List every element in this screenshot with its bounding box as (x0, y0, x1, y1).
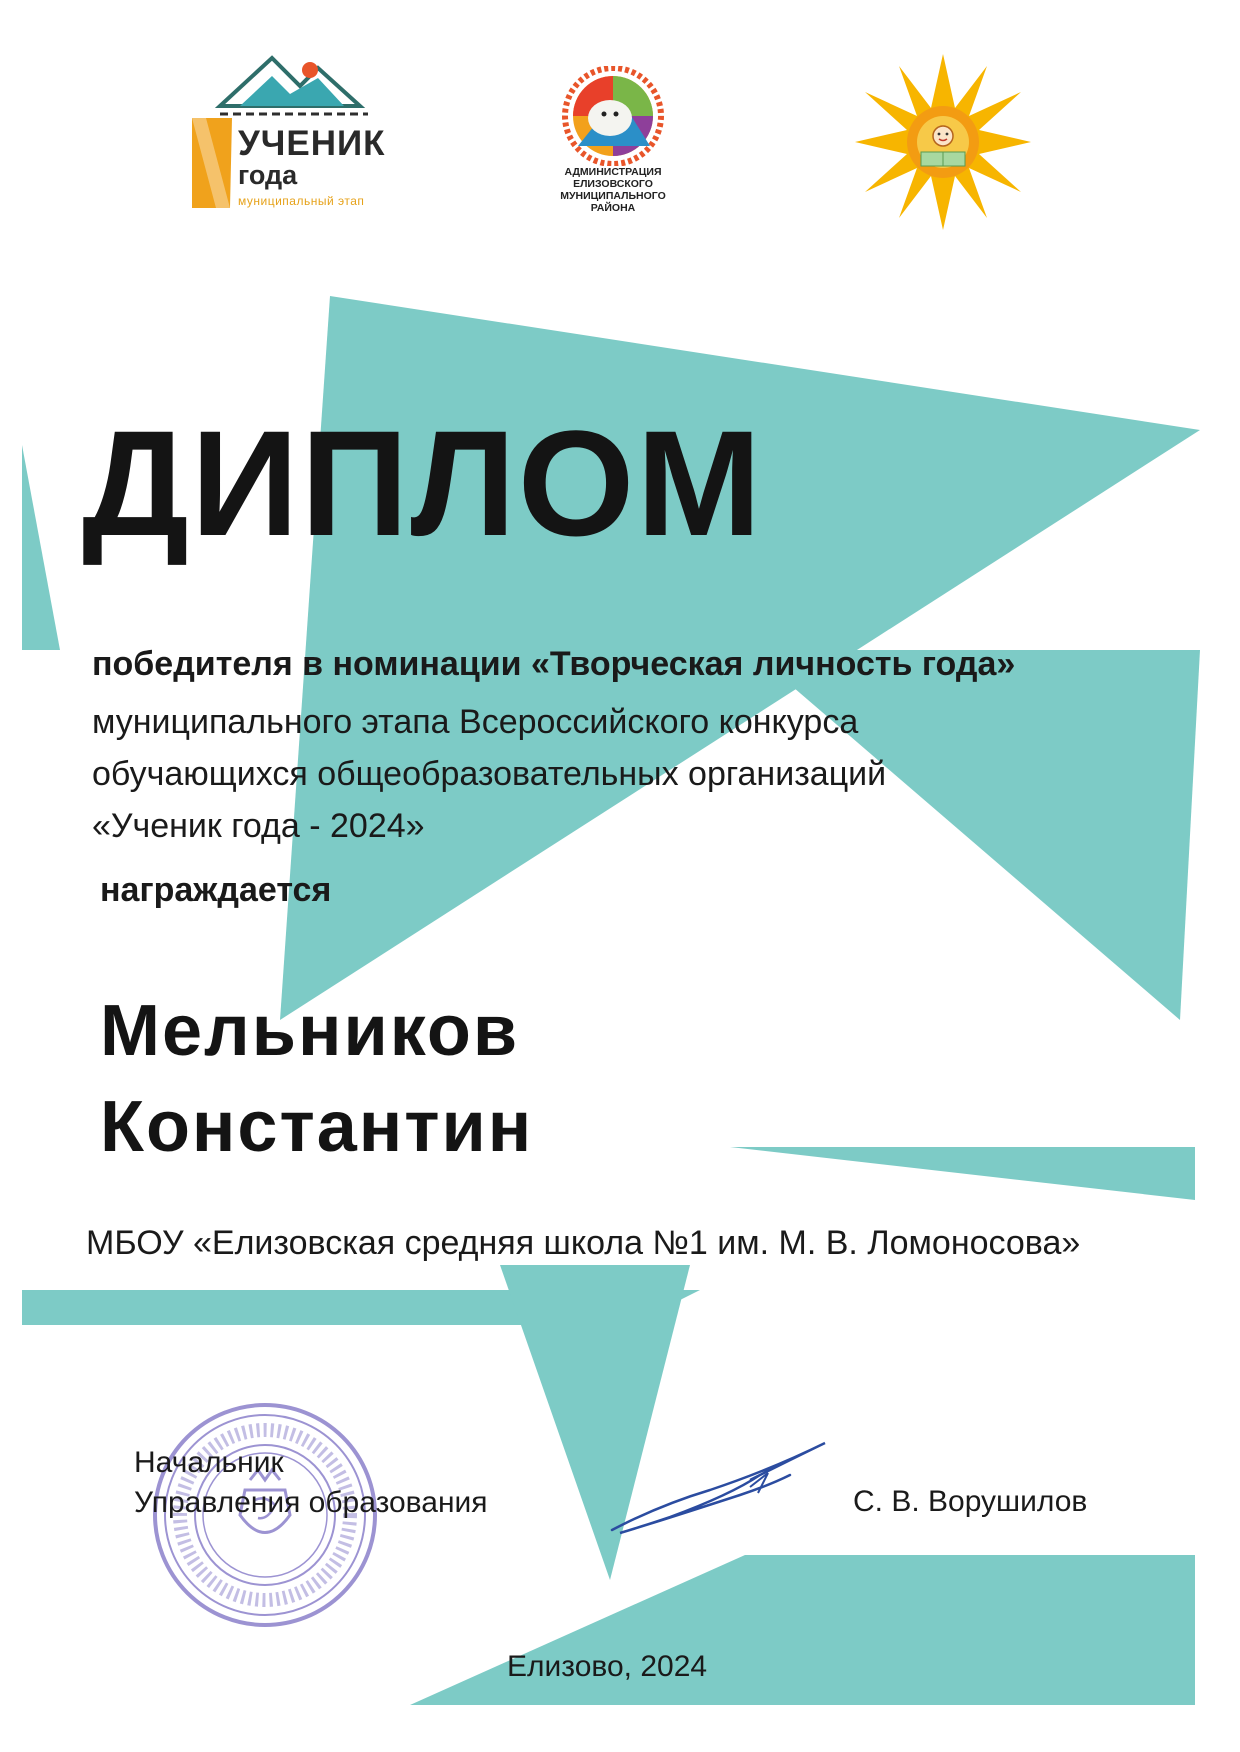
recipient-first-name: Константин (100, 1087, 534, 1167)
description-line: «Ученик года - 2024» (92, 807, 425, 845)
document-title: ДИПЛОМ (82, 399, 764, 567)
description-text (92, 696, 886, 852)
uchenik-goda-logo (192, 48, 392, 214)
awarded-label: награждается (100, 871, 332, 909)
bg-sliver-left (22, 445, 60, 650)
signatory-position: Начальник Управления образования (134, 1446, 488, 1519)
handwritten-signature (600, 1435, 840, 1545)
sun-child-icon (848, 52, 1038, 232)
logo-text-line1: УЧЕНИК (238, 124, 386, 163)
place-and-year: Елизово, 2024 (507, 1650, 708, 1683)
recipient-surname: Мельников (100, 991, 520, 1071)
nomination-text: победителя в номинации «Творческая личность года» (92, 645, 1016, 683)
bg-sliver-mid (730, 1147, 1195, 1200)
logo-text-line3: муниципальный этап (238, 194, 365, 208)
bear-emblem-icon (538, 66, 688, 166)
school-name: МБОУ «Елизовская средняя школа №1 им. М. В. Ломоносова» (86, 1224, 1081, 1262)
logo-text-line2: года (238, 160, 298, 190)
description-line: обучающихся общеобразовательных организаций (92, 755, 887, 793)
description-line: муниципального этапа Всероссийского конкурса (92, 703, 859, 741)
administration-logo (538, 66, 688, 236)
signatory-name: С. В. Ворушилов (853, 1485, 1088, 1518)
administration-caption: АДМИНИСТРАЦИЯ ЕЛИЗОВСКОГО МУНИЦИПАЛЬНОГО РАЙОНА (560, 166, 666, 214)
recipient-name (100, 983, 533, 1175)
